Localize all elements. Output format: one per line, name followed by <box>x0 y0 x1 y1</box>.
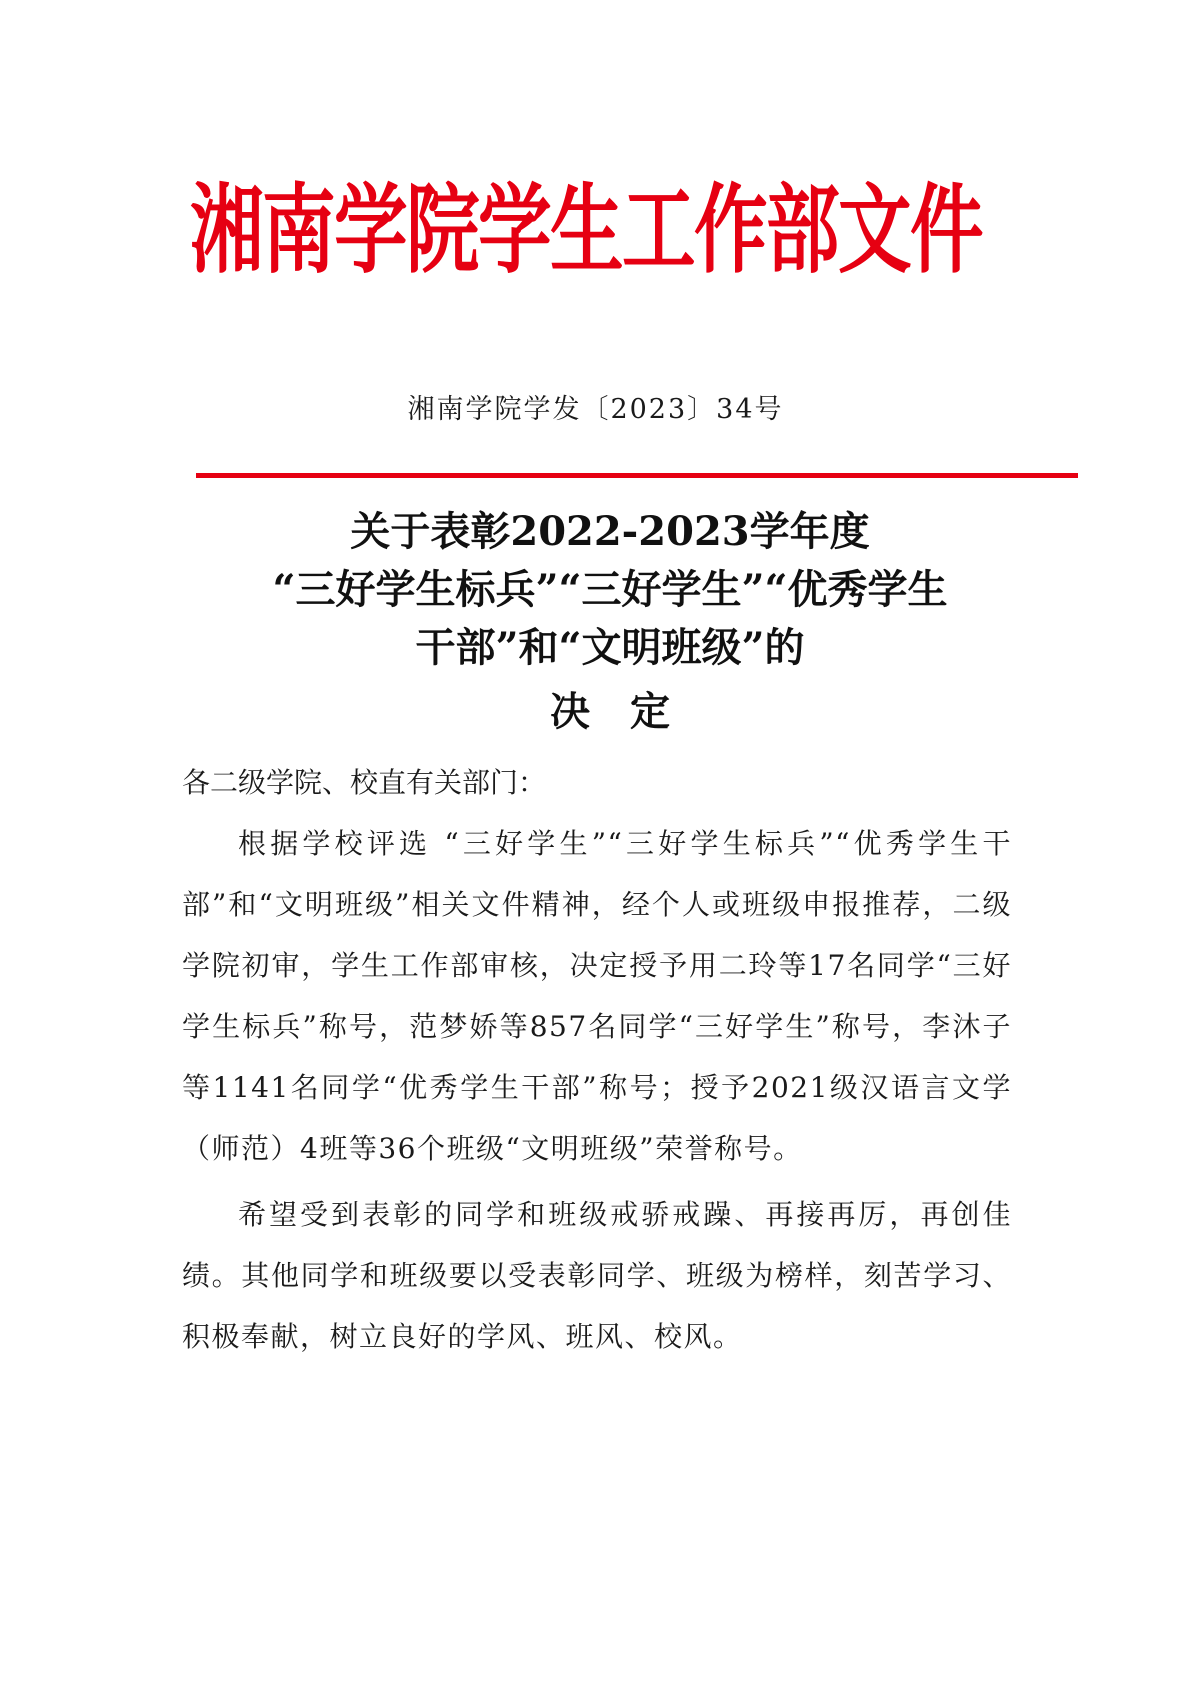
body-paragraph-1: 根据学校评选 “三好学生”“三好学生标兵”“优秀学生干部”和“文明班级”相关文件精神，经个人或班级申报推荐，二级学院初审，学生工作部审核，决定授予用二玲等17名同学“三好学生标兵”称号，范梦娇等857名同学“三好学生”称号，李沐子等1141名同学“优秀学生干部”称号；授予2021级汉语言文学（师范）4班等36个班级“文明班级”荣誉称号。 <box>182 827 1012 1165</box>
salutation: 各二级学院、校直有关部门： <box>182 766 547 799</box>
document-number: 湘南学院学发〔2023〕34号 <box>407 394 784 425</box>
document-title <box>160 503 1060 741</box>
body-paragraph-2: 希望受到表彰的同学和班级戒骄戒躁、再接再厉，再创佳绩。其他同学和班级要以受表彰同学、班级为榜样，刻苦学习、积极奉献，树立良好的学风、班风、校风。 <box>182 1198 1012 1353</box>
red-divider-line <box>196 473 1078 478</box>
issuing-office-header: 湘南学院学生工作部文件 <box>190 173 983 287</box>
title-line-4: 决定 <box>550 688 710 735</box>
title-line-3: 干部”和“文明班级”的 <box>415 624 805 671</box>
title-line-2: “三好学生标兵”“三好学生”“优秀学生 <box>272 566 948 613</box>
title-line-1: 关于表彰2022-2023学年度 <box>350 508 870 555</box>
document-body <box>182 752 1012 1367</box>
